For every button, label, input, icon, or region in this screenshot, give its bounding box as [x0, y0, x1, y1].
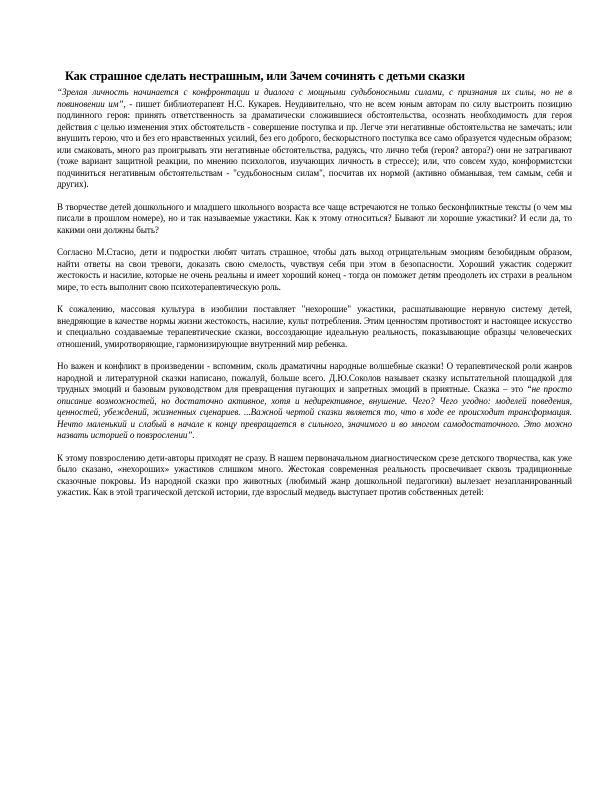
- paragraph-6: К этому повзрослению дети-авторы приходят не сразу. В нашем первоначальном диагностическом срезе детского творчества, как уже было сказано, «нехороших» ужастиков слишком много. Жестокая современная реальность просвечивает сквозь традиционные сказочные покровы. Из народной сказки про животных (любимый жанр дошкольной педагогики) вылезает незапланированный ужастик. Как в этой трагической детской истории, где взрослый медведь выступает против собственных детей:: [57, 452, 572, 497]
- paragraph-1-text: - пишет библиотерапевт Н.С. Кукарев. Неудивительно, что не всем юным авторам по силу выстроить позицию подлинного героя: принять ответственность за драматически сложившиеся обстоятельства, осознать необходимость для героя действия с целью изменения этих обстоятельств - совершение поступка и пр. Легче эти негативные обстоятельства не замечать; или внушить герою, что и без его нравственных усилий, без его доброго, бескорыстного поступка все само образуется чудесным образом; или смаковать, много раз проигрывать эти негативные обстоятельства, радуясь, что лично тебя (героя? автора?) они не затрагивают (тоже вариант защитной реакции, по мнению психологов, изучающих личность в стрессе); или, что совсем худо, конформистски подчиниться негативным обстоятельствам - "судьбоносным силам", посчитав их нормой (активно обманывая, тем самым, себя и других).: [57, 98, 572, 189]
- paragraph-4: К сожалению, массовая культура в изобилии поставляет "нехорошие" ужастики, расшатывающие нервную систему детей, внедряющие в качестве нормы жизни жестокость, насилие, культ потребления. Этим ценностям противостоят и настоящее искусство и специально создаваемые терапевтические сказки, воссоздающие идеальную реальность, показывающие образцы человеческих отношений, умиротворяющие, гармонизирующие внутренний мир ребенка.: [57, 304, 572, 349]
- paragraph-5: [57, 361, 572, 442]
- paragraph-5-text: Но важен и конфликт в произведении - вспомним, сколь драматичны народные волшебные сказки! О терапевтической роли жанров народной и литературной сказки написано, пожалуй, больше всего. Д.Ю.Соколов называет сказку испытательной площадкой для трудных эмоций и базовым руководством для превращения пугающих и запретных эмоций в приятные. Сказка – это: [57, 361, 572, 394]
- paragraph-3: Согласно М.Стасио, дети и подростки любят читать страшное, чтобы дать выход отрицательным эмоциям безобидным образом, найти ответы на свои тревоги, доказать свою смелость, чувствуя себя при этом в безопасности. Хороший ужастик содержит жестокость и насилие, которые не очень реальны и имеет хороший конец - тогда он поможет детям преодолеть их страхи в реальном мире, то есть выполнит свою психотерапевтическую роль.: [57, 247, 572, 292]
- paragraph-1: [57, 87, 572, 191]
- paragraph-1-quote: “Зрелая личность начинается с конфронтации и диалога с мощными судьбоносными силами, с признания их силы, но не в повиновении им”,: [57, 87, 572, 109]
- paragraph-2: В творчестве детей дошкольного и младшего школьного возраста все чаще встречаются не только бесконфликтные тексты (о чем мы писали в прошлом номере), но и так называемые ужастики. Как к этому относиться? Бывают ли хорошие ужастики? И если да, то какими они должны быть?: [57, 201, 572, 235]
- document-title: Как страшное сделать нестрашным, или Зачем сочинять с детьми сказки: [65, 69, 465, 83]
- paragraph-5-quote: “не просто описание возможностей, но достаточно активное, хотя и недирективное, внушение. Чего? Чего угодно: моделей поведения, ценностей, убеждений, жизненных сценариев. ...Важной чертой сказки является то, что в ходе ее происходит трансформация. Нечто маленький и слабый в начале к концу превращается в сильного, значимого и во многом самодостаточного. Это можно назвать историей о повзрослении”.: [57, 384, 573, 440]
